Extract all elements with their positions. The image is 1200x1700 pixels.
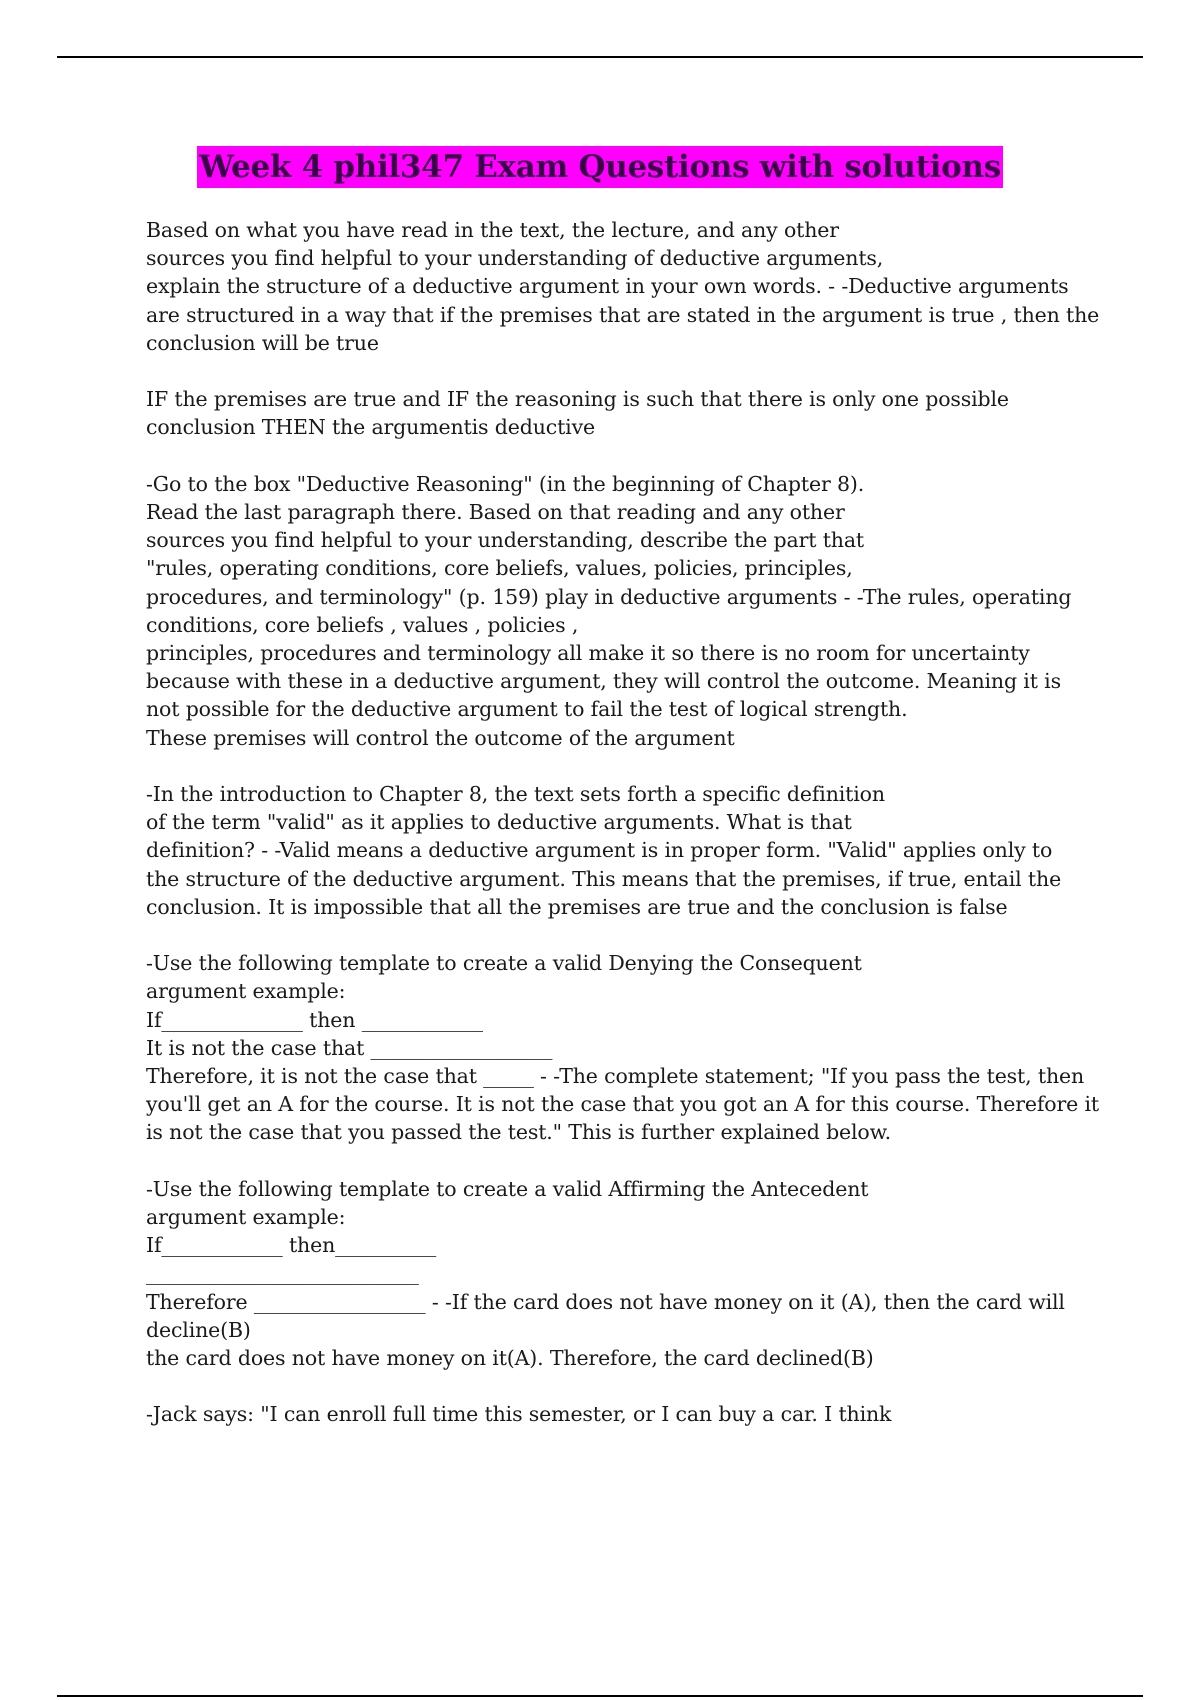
text-line: Therefore _________________ - -If the card does not have money on it (A), then the card will [146, 1289, 1065, 1314]
text-line: conclusion THEN the argumentis deductive [146, 415, 595, 440]
document-title: Week 4 phil347 Exam Questions with solutions [197, 146, 1003, 188]
text-line: ___________________________ [146, 1261, 419, 1286]
text-line: you'll get an A for the course. It is not the case that you got an A for this course. Therefore it [146, 1092, 1099, 1117]
document-body [146, 216, 1106, 1457]
text-line: Read the last paragraph there. Based on that reading and any other [146, 500, 845, 524]
text-line: conditions, core beliefs , values , policies , [146, 612, 579, 637]
text-line: explain the structure of a deductive argument in your own words. - -Deductive arguments [146, 274, 1069, 299]
text-line: not possible for the deductive argument to fail the test of logical strength. [146, 697, 908, 722]
paragraph [146, 1175, 1106, 1372]
text-line: These premises will control the outcome of the argument [146, 725, 735, 750]
text-line: "rules, operating conditions, core beliefs, values, policies, principles, [146, 556, 853, 581]
text-line: definition? - -Valid means a deductive argument is in proper form. "Valid" applies only to [146, 838, 1053, 863]
text-line: -Use the following template to create a valid Affirming the Antecedent [146, 1176, 869, 1201]
paragraph [146, 470, 1106, 752]
text-line: decline(B) [146, 1317, 251, 1342]
bottom-rule [57, 1695, 1143, 1697]
paragraph [146, 1400, 1106, 1428]
text-line: -Jack says: "I can enroll full time this semester, or I can buy a car. I think [146, 1402, 892, 1427]
text-line: Therefore, it is not the case that _____ - -The complete statement; "If you pass the test, then [146, 1064, 1085, 1089]
text-line: sources you find helpful to your understanding of deductive arguments, [146, 246, 884, 271]
paragraph [146, 780, 1106, 921]
text-line: the card does not have money on it(A). Therefore, the card declined(B) [146, 1346, 874, 1371]
text-line: It is not the case that __________________ [146, 1035, 553, 1060]
text-line: because with these in a deductive argument, they will control the outcome. Meaning it is [146, 669, 1061, 694]
text-line: IF the premises are true and IF the reasoning is such that there is only one possible [146, 387, 1009, 412]
text-line: principles, procedures and terminology all make it so there is no room for uncertainty [146, 641, 1030, 666]
text-line: conclusion. It is impossible that all the premises are true and the conclusion is false [146, 894, 1008, 919]
top-rule [57, 56, 1143, 58]
text-line: argument example: [146, 979, 346, 1004]
text-line: If____________ then__________ [146, 1233, 437, 1258]
text-line: -Use the following template to create a valid Denying the Consequent [146, 951, 862, 976]
text-line: argument example: [146, 1205, 346, 1230]
text-line: If______________ then ____________ [146, 1007, 483, 1032]
text-line: is not the case that you passed the test." This is further explained below. [146, 1120, 891, 1145]
text-line: Based on what you have read in the text, the lecture, and any other [146, 218, 839, 242]
paragraph [146, 216, 1106, 357]
text-line: sources you find helpful to your understanding, describe the part that [146, 528, 865, 553]
title-container [0, 146, 1200, 188]
text-line: conclusion will be true [146, 330, 379, 355]
text-line: are structured in a way that if the premises that are stated in the argument is true , then the [146, 302, 1100, 327]
text-line: -Go to the box "Deductive Reasoning" (in the beginning of Chapter 8). [146, 471, 865, 496]
text-line: procedures, and terminology" (p. 159) play in deductive arguments - -The rules, operating [146, 584, 1072, 609]
text-line: -In the introduction to Chapter 8, the text sets forth a specific definition [146, 782, 885, 807]
text-line: the structure of the deductive argument. This means that the premises, if true, entail the [146, 866, 1062, 891]
paragraph [146, 949, 1106, 1146]
text-line: of the term "valid" as it applies to deductive arguments. What is that [146, 810, 852, 835]
paragraph [146, 385, 1106, 441]
